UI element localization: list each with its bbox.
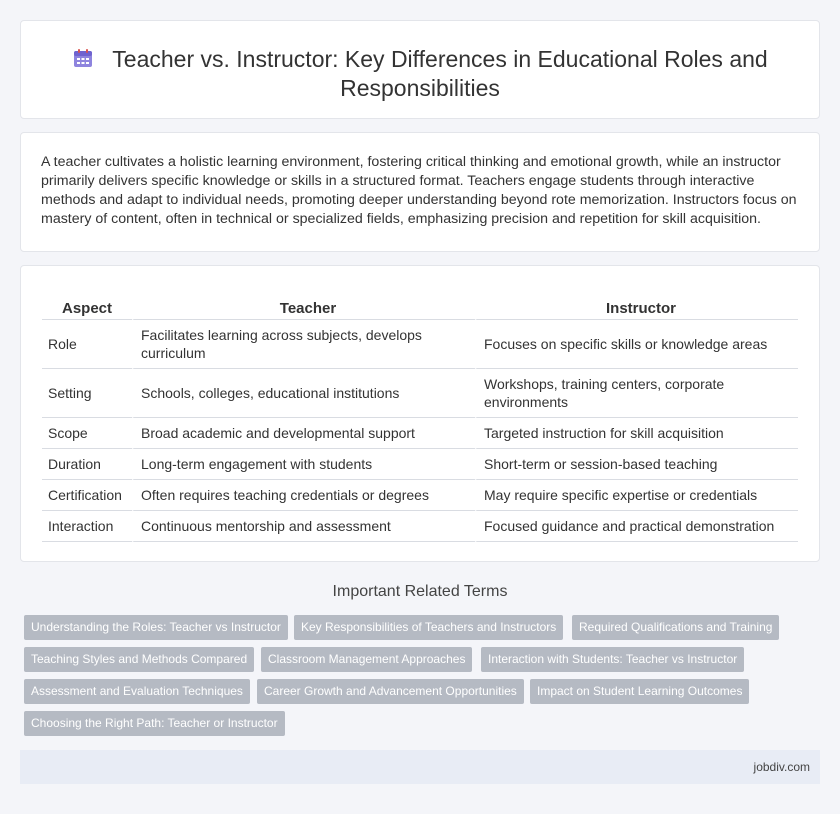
summary-text: A teacher cultivates a holistic learning environment, fostering critical thinking and emotional growth, while an instructor primarily delivers specific knowledge or skills in a structured format. Teachers engage students through interactive methods and adapt to individual needs, promoting deeper understanding beyond rote memorization. Instructors focus on mastery of content, often in technical or specialized fields, emphasizing precision and repetition for skill acquisition.	[41, 154, 797, 227]
comparison-table	[42, 294, 798, 542]
cell-teacher: Often requires teaching credentials or degrees	[132, 480, 475, 511]
table-row	[42, 320, 798, 369]
cell-instructor: Short-term or session-based teaching	[475, 449, 798, 480]
footer	[20, 750, 820, 784]
cell-instructor: Focused guidance and practical demonstration	[475, 511, 798, 542]
cell-instructor: May require specific expertise or credentials	[475, 480, 798, 511]
footer-site[interactable]: jobdiv.com	[753, 760, 810, 774]
cell-aspect: Setting	[42, 369, 132, 418]
table-row	[42, 480, 798, 511]
cell-aspect: Duration	[42, 449, 132, 480]
cell-aspect: Scope	[42, 418, 132, 449]
cell-aspect: Certification	[42, 480, 132, 511]
cell-instructor: Targeted instruction for skill acquisition	[475, 418, 798, 449]
comparison-table-card	[20, 265, 820, 562]
related-tag[interactable]: Teaching Styles and Methods Compared	[24, 647, 254, 672]
cell-teacher: Facilitates learning across subjects, develops curriculum	[132, 320, 475, 369]
cell-instructor: Workshops, training centers, corporate environments	[475, 369, 798, 418]
related-tag[interactable]: Interaction with Students: Teacher vs Instructor	[481, 647, 744, 672]
cell-teacher: Continuous mentorship and assessment	[132, 511, 475, 542]
related-terms-title: Important Related Terms	[332, 583, 508, 600]
table-header-row	[42, 294, 798, 320]
header-teacher: Teacher	[132, 294, 475, 320]
header-instructor: Instructor	[475, 294, 798, 320]
cell-instructor: Focuses on specific skills or knowledge areas	[475, 320, 798, 369]
cell-teacher: Long-term engagement with students	[132, 449, 475, 480]
header-card	[20, 20, 820, 119]
calendar-icon	[72, 47, 94, 69]
cell-teacher: Schools, colleges, educational institutions	[132, 369, 475, 418]
table-row	[42, 418, 798, 449]
related-tag[interactable]: Assessment and Evaluation Techniques	[24, 679, 250, 704]
related-tag[interactable]: Impact on Student Learning Outcomes	[530, 679, 749, 704]
page-title	[21, 45, 819, 103]
table-row	[42, 369, 798, 418]
related-tag[interactable]: Required Qualifications and Training	[572, 615, 779, 640]
table-row	[42, 449, 798, 480]
related-tag[interactable]: Classroom Management Approaches	[261, 647, 472, 672]
related-tag[interactable]: Key Responsibilities of Teachers and Instructors	[294, 615, 563, 640]
related-tag[interactable]: Career Growth and Advancement Opportunities	[257, 679, 524, 704]
related-tag[interactable]: Choosing the Right Path: Teacher or Instructor	[24, 711, 285, 736]
table-row	[42, 511, 798, 542]
cell-aspect: Role	[42, 320, 132, 369]
summary-card	[20, 132, 820, 252]
related-tag[interactable]: Understanding the Roles: Teacher vs Instructor	[24, 615, 288, 640]
cell-aspect: Interaction	[42, 511, 132, 542]
cell-teacher: Broad academic and developmental support	[132, 418, 475, 449]
page-title-text: Teacher vs. Instructor: Key Differences in Educational Roles and Responsibilities	[112, 46, 768, 101]
header-aspect: Aspect	[42, 294, 132, 320]
